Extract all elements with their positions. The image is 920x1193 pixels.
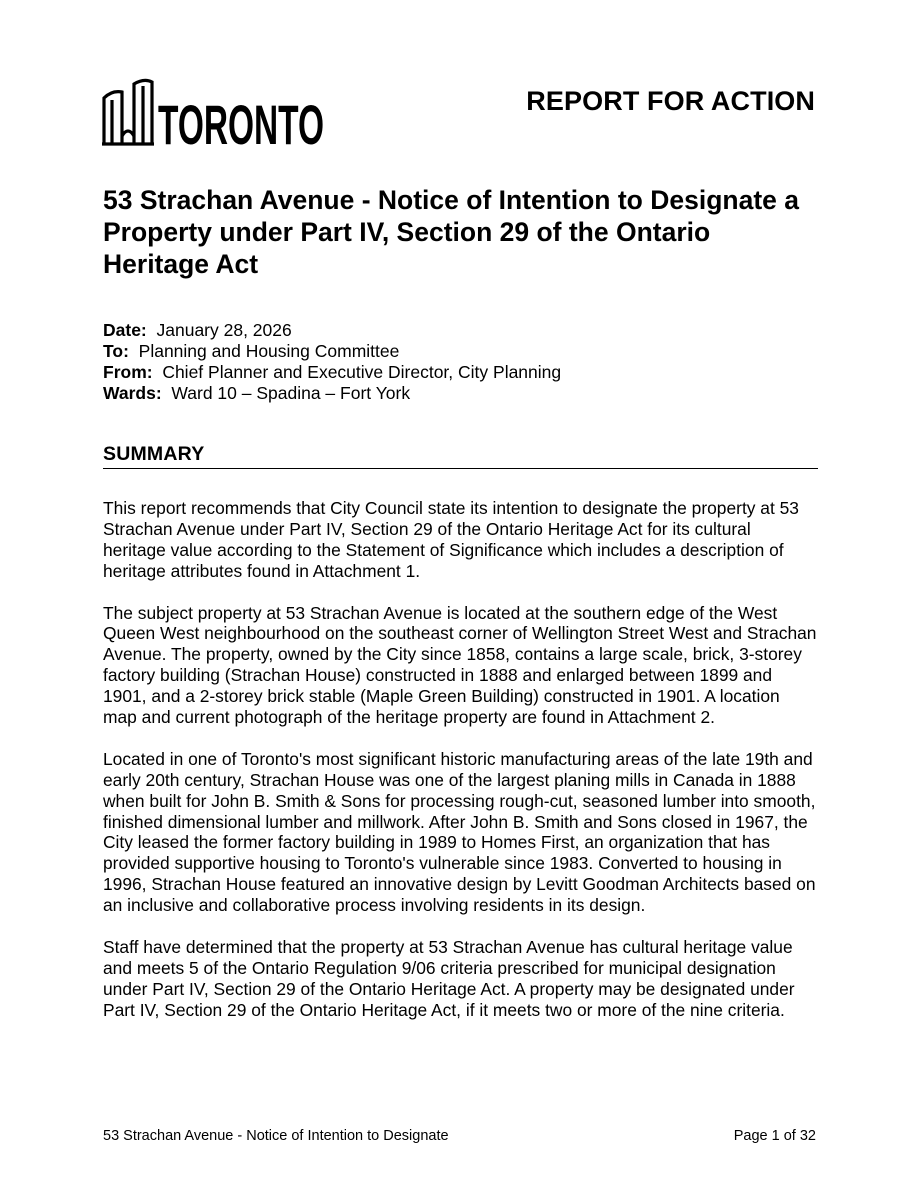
report-type: REPORT FOR ACTION — [526, 86, 815, 116]
meta-to — [103, 341, 561, 362]
meta-from-value: Chief Planner and Executive Director, City Planning — [162, 362, 562, 382]
meta-date-value: January 28, 2026 — [156, 320, 292, 340]
city-hall-icon — [102, 76, 327, 156]
summary-paragraph: This report recommends that City Council state its intention to designate the property at 53 Strachan Avenue under Part IV, Section 29 of the Ontario Heritage Act for its cultural heritage value according to the Statement of Significance which includes a description of heritage attributes found in Attachment 1. — [103, 498, 799, 581]
summary-heading: SUMMARY — [103, 443, 818, 469]
meta-date — [103, 320, 561, 341]
summary-paragraph: Located in one of Toronto's most significant historic manufacturing areas of the late 19th and early 20th century, Strachan House was one of the largest planing mills in Canada in 1888 when built for John B. Smith & Sons for processing rough-cut, seasoned lumber into smooth, finished dimensional lumber and millwork. After John B. Smith and Sons closed in 1967, the City leased the former factory building in 1989 to Homes First, an organization that has provided supportive housing to Toronto's vulnerable since 1983. Converted to housing in 1996, Strachan House featured an innovative design by Levitt Goodman Architects based on an inclusive and collaborative process involving residents in its design. — [103, 748, 816, 916]
footer-document-title: 53 Strachan Avenue - Notice of Intention to Designate — [103, 1128, 449, 1144]
meta-from-label: From: — [103, 362, 153, 382]
report-meta — [103, 320, 561, 404]
meta-date-label: Date: — [103, 320, 147, 340]
meta-wards-label: Wards: — [103, 383, 162, 403]
page-title: 53 Strachan Avenue - Notice of Intention to Designate a Property under Part IV, Section 29 of the Ontario Heritage Act — [103, 185, 799, 279]
logo-wordmark: TORONTO — [158, 93, 324, 156]
meta-from — [103, 362, 561, 383]
summary-paragraph: The subject property at 53 Strachan Avenue is located at the southern edge of the West Queen West neighbourhood on the southeast corner of Wellington Street West and Strachan Avenue. The property, owned by the City since 1858, contains a large scale, brick, 3-storey factory building (Strachan House) constructed in 1888 and enlarged between 1899 and 1901, and a 2-storey brick stable (Maple Green Building) constructed in 1901. A location map and current photograph of the heritage property are found in Attachment 2. — [103, 602, 817, 728]
meta-wards — [103, 383, 561, 404]
meta-to-value: Planning and Housing Committee — [138, 341, 400, 361]
toronto-logo — [102, 76, 327, 156]
summary-body — [103, 498, 817, 1042]
footer-page-number: Page 1 of 32 — [733, 1128, 816, 1144]
meta-to-label: To: — [103, 341, 129, 361]
summary-paragraph: Staff have determined that the property at 53 Strachan Avenue has cultural heritage value and meets 5 of the Ontario Regulation 9/06 criteria prescribed for municipal designation under Part IV, Section 29 of the Ontario Heritage Act. A property may be designated under Part IV, Section 29 of the Ontario Heritage Act, if it meets two or more of the nine criteria. — [103, 936, 795, 1020]
meta-wards-value: Ward 10 – Spadina – Fort York — [171, 383, 411, 403]
